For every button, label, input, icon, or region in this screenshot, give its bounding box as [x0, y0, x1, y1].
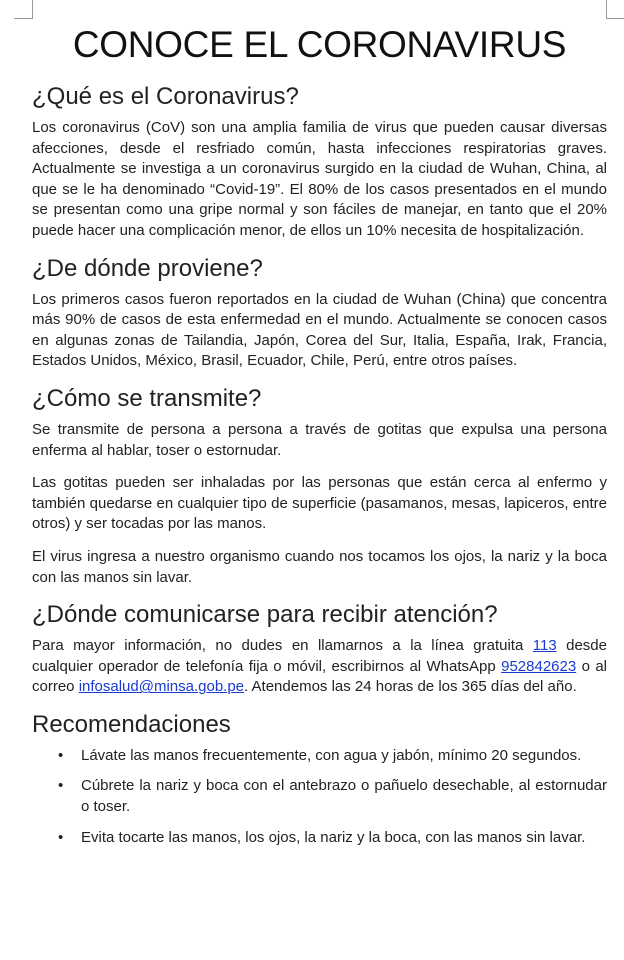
bullet-icon: •	[58, 828, 64, 846]
heading-recomendaciones: Recomendaciones	[32, 710, 231, 738]
heading-como-transmite: ¿Cómo se transmite?	[32, 384, 262, 412]
list-item	[32, 828, 607, 849]
paragraph-transmite-2: Las gotitas pueden ser inhaladas por las personas que están cerca al enfermo y también quedarse en cualquier tipo de superficie (pasamanos, mesas, lapiceros, entre otros) y ser tocadas por las manos.	[32, 474, 607, 533]
bullet-icon: •	[58, 777, 64, 795]
recommendations-list	[32, 746, 607, 848]
paragraph-contacto	[32, 636, 607, 698]
recommendation-text: Lávate las manos frecuentemente, con agua y jabón, mínimo 20 segundos.	[81, 746, 582, 764]
heading-de-donde: ¿De dónde proviene?	[32, 254, 263, 282]
document-page	[32, 22, 607, 858]
whatsapp-link[interactable]: 952842623	[501, 657, 577, 675]
contact-text-2: desde cualquier operador de telefonía fija o móvil, escribirnos al WhatsApp	[32, 637, 607, 675]
page-corner-mark-right	[606, 0, 624, 19]
recommendation-text: Cúbrete la nariz y boca con el antebrazo o pañuelo desechable, al estornudar o toser.	[81, 777, 607, 816]
list-item	[32, 746, 607, 767]
list-item	[32, 776, 607, 817]
bullet-icon: •	[58, 746, 64, 764]
paragraph-de-donde: Los primeros casos fueron reportados en la ciudad de Wuhan (China) que concentra más 90% de casos de esta enfermedad en el mundo. Actualmente se conocen casos en algunas zonas de Tailandia, Japón, Corea del Sur, Italia, España, Irak, Francia, Estados Unidos, México, Brasil, Ecuador, Chile, Perú, entre otros países.	[32, 290, 607, 370]
recommendation-text: Evita tocarte las manos, los ojos, la nariz y la boca, con las manos sin lavar.	[81, 828, 586, 846]
document-title: CONOCE EL CORONAVIRUS	[72, 24, 567, 65]
page-corner-mark-left	[14, 0, 33, 19]
heading-que-es: ¿Qué es el Coronavirus?	[32, 83, 299, 110]
paragraph-que-es: Los coronavirus (CoV) son una amplia familia de virus que pueden causar diversas afecciones, desde el resfriado común, hasta infecciones respiratorias graves. Actualmente se investiga a un coronavirus surgido en la ciudad de Wuhan, China, al que se le ha denominado “Covid-19”. El 80% de los casos presentados en el mundo se presentan como una gripe normal y son fáciles de manejar, en tanto que el 20% puede hacer una complicación menor, de ellos un 10% necesita de hospitalización.	[32, 119, 607, 239]
contact-text-1: Para mayor información, no dudes en llamarnos a la línea gratuita	[32, 637, 533, 655]
contact-text-4: . Atendemos las 24 horas de los 365 días del año.	[244, 678, 577, 696]
contact-text-3: o al correo	[32, 657, 607, 696]
email-link[interactable]: infosalud@minsa.gob.pe	[78, 678, 245, 696]
heading-donde-comunicarse: ¿Dónde comunicarse para recibir atención?	[32, 601, 498, 629]
paragraph-transmite-3: El virus ingresa a nuestro organismo cuando nos tocamos los ojos, la nariz y la boca con las manos sin lavar.	[32, 547, 607, 586]
paragraph-transmite-1: Se transmite de persona a persona a través de gotitas que expulsa una persona enferma al hablar, toser o estornudar.	[32, 420, 607, 459]
phone-113-link[interactable]: 113	[532, 637, 557, 655]
